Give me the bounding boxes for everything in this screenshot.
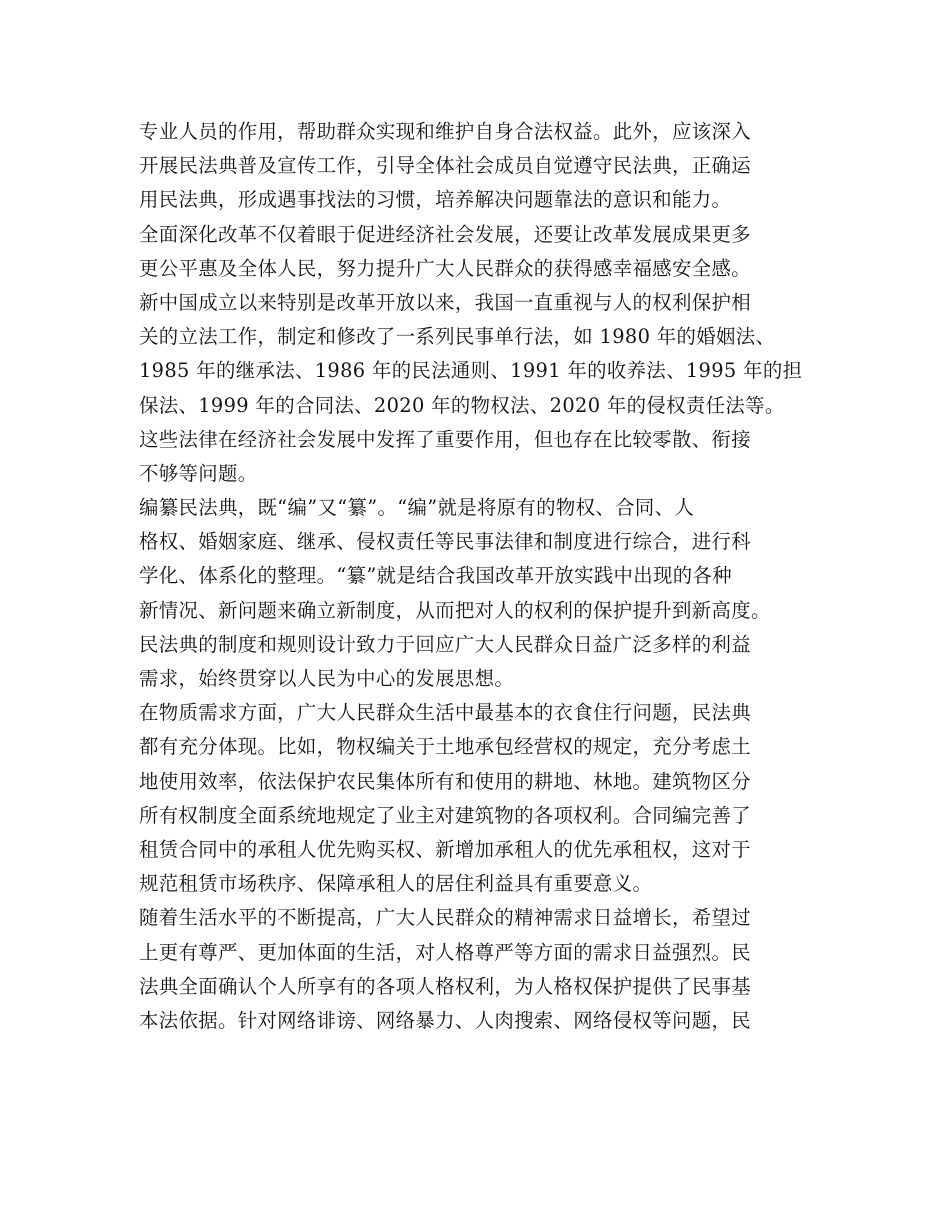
text-line: 在物质需求方面，广大人民群众生活中最基本的衣食住行问题，民法典 xyxy=(139,701,751,725)
text-line: 1985 年的继承法、1986 年的民法通则、1991 年的收养法、1995 年的担 xyxy=(139,359,803,383)
text-line: 全面深化改革不仅着眼于促进经济社会发展，还要让改革发展成果更多 xyxy=(139,222,751,246)
text-line: 需求，始终贯穿以人民为中心的发展思想。 xyxy=(139,667,515,690)
text-line: 编纂民法典，既“编”又“纂”。“编”就是将原有的物权、合同、人 xyxy=(139,496,695,520)
text-line: 地使用效率，依法保护农民集体所有和使用的耕地、林地。建筑物区分 xyxy=(139,769,751,793)
text-line: 不够等问题。 xyxy=(139,461,258,485)
body-text xyxy=(139,115,829,1038)
text-line: 新中国成立以来特别是改革开放以来，我国一直重视与人的权利保护相 xyxy=(139,290,751,314)
text-line: 学化、体系化的整理。“纂”就是结合我国改革开放实践中出现的各种 xyxy=(139,564,733,588)
text-line: 更公平惠及全体人民，努力提升广大人民群众的获得感幸福感安全感。 xyxy=(139,256,751,280)
text-line: 上更有尊严、更加体面的生活，对人格尊严等方面的需求日益强烈。民 xyxy=(139,940,751,964)
text-line: 都有充分体现。比如，物权编关于土地承包经营权的规定，充分考虑土 xyxy=(139,735,751,759)
text-line: 所有权制度全面系统地规定了业主对建筑物的各项权利。合同编完善了 xyxy=(139,803,751,827)
text-line: 新情况、新问题来确立新制度，从而把对人的权利的保护提升到新高度。 xyxy=(139,598,771,622)
text-line: 规范租赁市场秩序、保障承租人的居住利益具有重要意义。 xyxy=(139,872,653,896)
text-line: 租赁合同中的承租人优先购买权、新增加承租人的优先承租权，这对于 xyxy=(139,837,751,861)
text-line: 本法依据。针对网络诽谤、网络暴力、人肉搜索、网络侵权等问题，民 xyxy=(139,1008,751,1032)
text-line: 随着生活水平的不断提高，广大人民群众的精神需求日益增长，希望过 xyxy=(139,906,751,930)
text-line: 用民法典，形成遇事找法的习惯，培养解决问题靠法的意识和能力。 xyxy=(139,188,732,212)
text-line: 关的立法工作，制定和修改了一系列民事单行法，如 1980 年的婚姻法、 xyxy=(139,325,776,349)
text-line: 保法、1999 年的合同法、2020 年的物权法、2020 年的侵权责任法等。 xyxy=(139,393,785,417)
text-line: 格权、婚姻家庭、继承、侵权责任等民事法律和制度进行综合，进行科 xyxy=(139,530,751,554)
text-line: 开展民法典普及宣传工作，引导全体社会成员自觉遵守民法典，正确运 xyxy=(139,154,751,178)
text-line: 民法典的制度和规则设计致力于回应广大人民群众日益广泛多样的利益 xyxy=(139,632,751,656)
text-line: 法典全面确认个人所享有的各项人格权利，为人格权保护提供了民事基 xyxy=(139,974,751,998)
text-line: 这些法律在经济社会发展中发挥了重要作用，但也存在比较零散、衔接 xyxy=(139,427,751,451)
text-line: 专业人员的作用，帮助群众实现和维护自身合法权益。此外，应该深入 xyxy=(139,120,751,143)
